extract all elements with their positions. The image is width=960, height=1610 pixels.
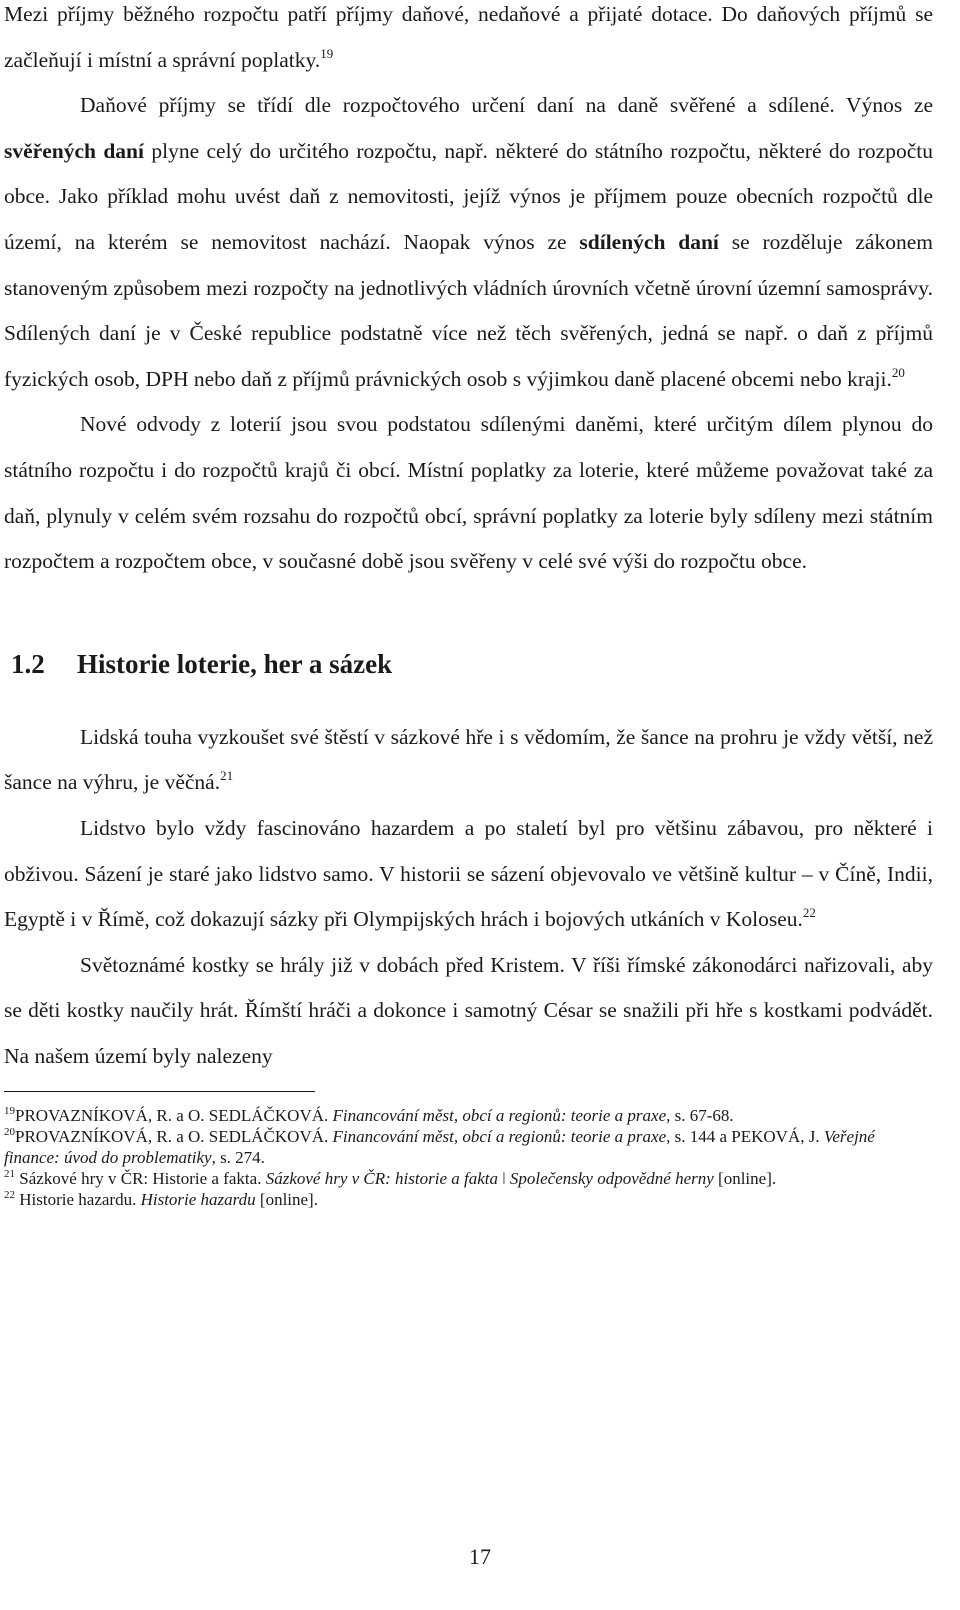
footnote-19: [4, 1105, 933, 1126]
paragraph-text: Lidská touha vyzkoušet své štěstí v sázkové hře i s vědomím, že šance na prohru je vždy větší, než šance na výhru, je věčná.: [4, 724, 933, 795]
footnotes: [4, 1105, 933, 1210]
section-number: 1.2: [11, 648, 45, 679]
paragraph-text: se rozděluje zákonem stanoveným způsobem mezi rozpočty na jednotlivých vládních úrovních včetně úrovní územní samosprávy. Sdílených daní je v České republice podstatně více než těch svěřených, jedná se např. o daň z příjmů fyzických osob, DPH nebo daň z příjmů právnických osob s výjimkou daně placené obcemi nebo kraji.: [4, 229, 933, 391]
paragraph: [4, 806, 933, 943]
footnote-text: , s. 274.: [211, 1148, 265, 1168]
paragraph-text: Daňové příjmy se třídí dle rozpočtového určení daní na daně svěřené a sdílené. Výnos ze: [80, 93, 933, 118]
footnote-ref-22[interactable]: 22: [802, 905, 816, 921]
paragraph-text: plyne celý do určitého rozpočtu, např. některé do státního rozpočtu, některé do rozpočtu obce. Jako příklad mohu uvést daň z nemovitosti, jejíž výnos je příjmem pouze obecních rozpočtů dle území, na kterém se nemovitost nachází. Naopak výnos ze: [4, 138, 933, 254]
footnote-ref-19[interactable]: 19: [320, 45, 334, 61]
paragraph: [4, 0, 933, 83]
footnote-text: Sázkové hry v ČR: Historie a fakta.: [15, 1169, 266, 1189]
term-svereny-dane: svěřených daní: [4, 138, 144, 163]
footnote-title: Historie hazardu: [140, 1190, 256, 1210]
footnote-20: [4, 1126, 933, 1168]
footnote-22: [4, 1189, 933, 1210]
term-sdilene-dane: sdílených daní: [579, 229, 719, 254]
paragraph: [4, 402, 933, 584]
footnote-title: Financování měst, obcí a regionů: teorie a praxe,: [332, 1127, 671, 1147]
footnote-text: Historie hazardu.: [15, 1190, 141, 1210]
body-text: [4, 0, 933, 1079]
paragraph-text: Lidstvo bylo vždy fascinováno hazardem a po staletí byl pro většinu zábavou, pro některé i obživou. Sázení je staré jako lidstvo samo. V historii se sázení objevovalo ve většině kultur – v Číně, Indii, Egyptě i v Římě, což dokazují sázky při Olympijských hrách i bojových utkáních v Koloseu.: [4, 815, 933, 932]
paragraph: [4, 943, 933, 1080]
footnote-text: s. 144 a PEKOVÁ, J.: [670, 1127, 824, 1147]
paragraph-text: Světoznámé kostky se hrály již v dobách před Kristem. V říši římské zákonodárci nařizovali, aby se děti kostky naučily hrát. Římští hráči a dokonce i samotný César se snažili při hře s kostkami podvádět. Na našem území byly nalezeny: [4, 952, 933, 1068]
footnote-title: Veřejné finance: úvod do problematiky: [4, 1127, 875, 1168]
footnote-ref-21[interactable]: 21: [220, 768, 234, 784]
footnote-number: 19: [4, 1105, 15, 1118]
footnote-number: 21: [4, 1168, 15, 1181]
footnote-title: Sázkové hry v ČR: historie a fakta ǀ Společensky odpovědné herny: [265, 1169, 714, 1189]
section-title: Historie loterie, her a sázek: [77, 648, 393, 679]
footnote-number: 22: [4, 1189, 15, 1202]
footnote-number: 20: [4, 1126, 15, 1139]
footnote-text: PROVAZNÍKOVÁ, R. a O. SEDLÁČKOVÁ.: [15, 1127, 333, 1147]
document-page: [4, 0, 933, 1210]
footnote-title: Financování měst, obcí a regionů: teorie a praxe,: [332, 1106, 671, 1126]
page-number: 17: [469, 1544, 491, 1569]
footnote-text: PROVAZNÍKOVÁ, R. a O. SEDLÁČKOVÁ.: [15, 1106, 333, 1126]
section-heading: [11, 641, 933, 687]
footnote-21: [4, 1168, 933, 1189]
paragraph-text: Nové odvody z loterií jsou svou podstatou sdílenými daněmi, které určitým dílem plynou do státního rozpočtu i do rozpočtů krajů či obcí. Místní poplatky za loterie, které můžeme považovat také za daň, plynuly v celém svém rozsahu do rozpočtů obcí, správní poplatky za loterie byly sdíleny mezi státním rozpočtem a rozpočtem obce, v současné době jsou svěřeny v celé své výši do rozpočtu obce.: [4, 412, 933, 574]
footnote-ref-20[interactable]: 20: [891, 364, 905, 380]
footnote-text: [online].: [713, 1169, 777, 1189]
footnote-text: s. 67-68.: [670, 1106, 734, 1126]
paragraph: [4, 715, 933, 806]
paragraph: [4, 83, 933, 402]
paragraph-text: Mezi příjmy běžného rozpočtu patří příjmy daňové, nedaňové a přijaté dotace. Do daňových příjmů se začleňují i místní a správní poplatky.: [4, 2, 933, 72]
footnote-text: [online].: [255, 1190, 318, 1210]
footnote-divider: [4, 1091, 315, 1092]
